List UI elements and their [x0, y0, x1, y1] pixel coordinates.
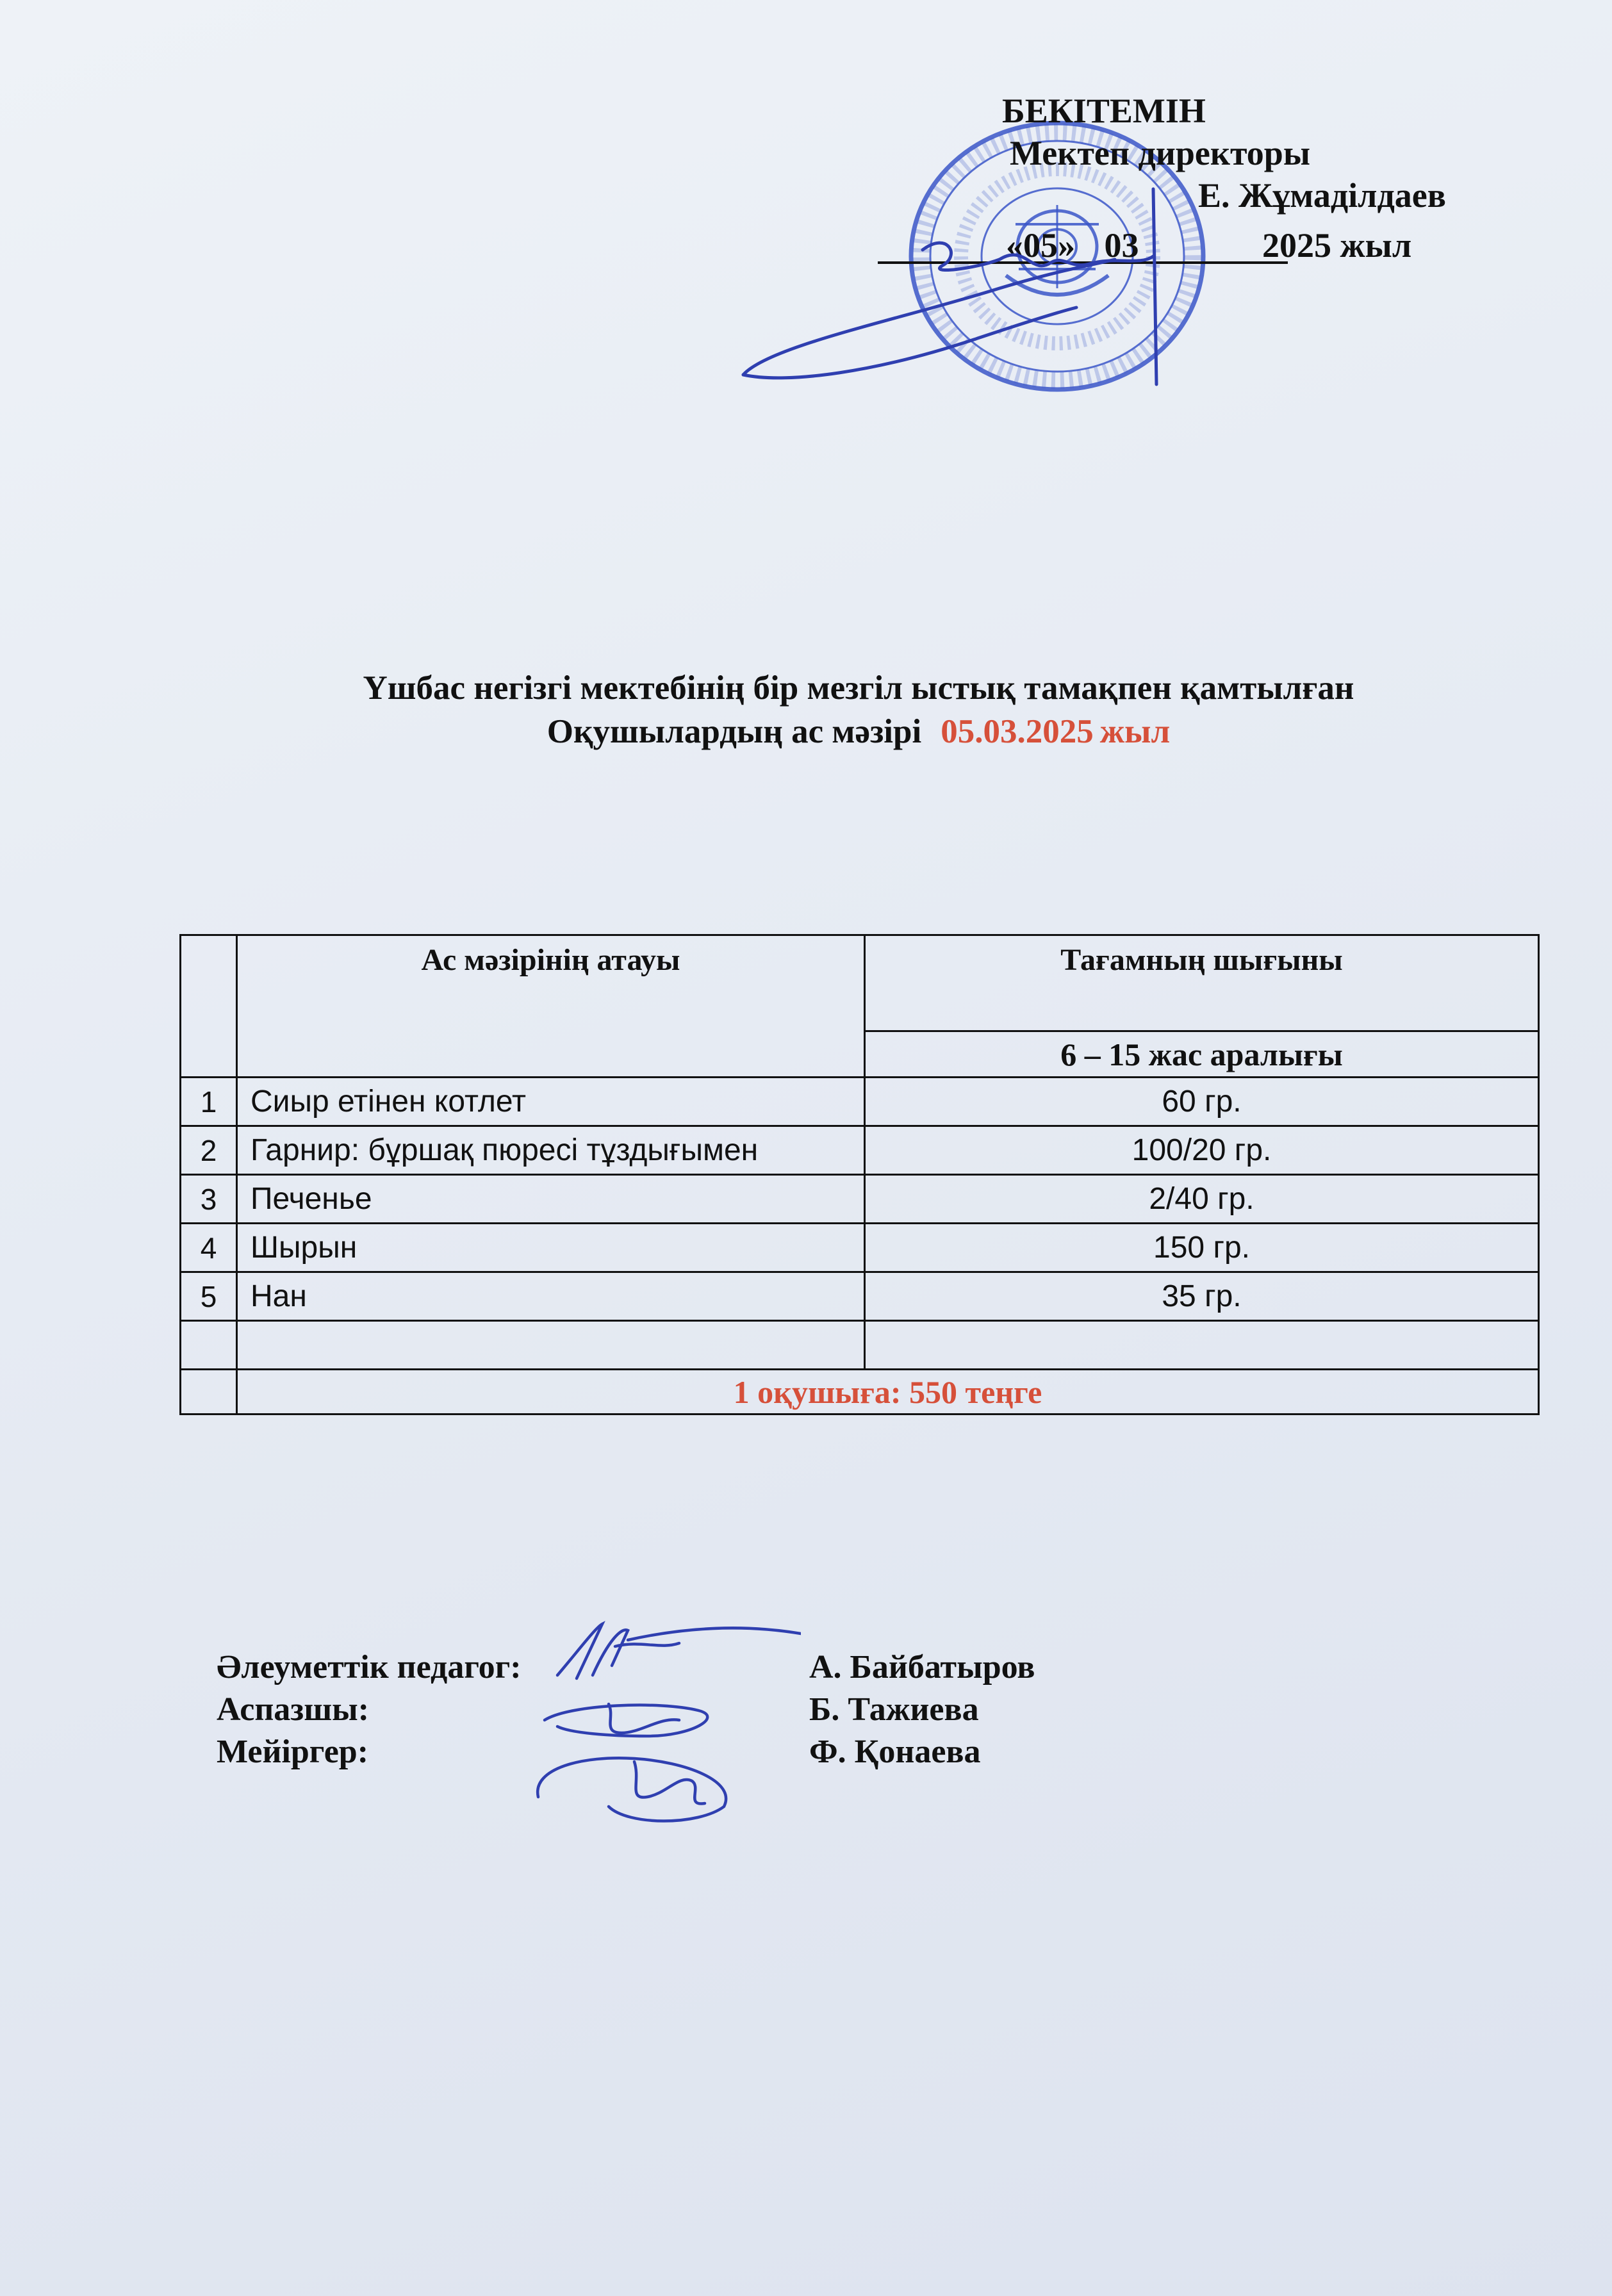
- approval-position: Мектеп директоры: [1010, 134, 1310, 172]
- item-number: 2: [181, 1126, 237, 1175]
- menu-table: [179, 934, 1540, 1415]
- staff-role: Мейіргер:: [217, 1734, 369, 1770]
- price-per-student: 1 оқушыға: 550 теңге: [237, 1370, 1539, 1414]
- empty-cell: [181, 1321, 237, 1370]
- staff-signatures: [532, 1614, 801, 1826]
- director-name: Е. Жұмаділдаев: [1198, 176, 1446, 215]
- header-num-cell: [181, 935, 237, 1078]
- staff-person: Б. Тажиева: [809, 1691, 979, 1728]
- item-name: Гарнир: бұршақ пюресі тұздығымен: [237, 1126, 865, 1175]
- approval-heading: БЕКІТЕМІН: [1002, 92, 1206, 130]
- title-line-1: Үшбас негізгі мектебінің бір мезгіл ыстық тамақпен қамтылған: [363, 669, 1354, 707]
- item-amount: 150 гр.: [865, 1224, 1539, 1272]
- table-row: [181, 1272, 1539, 1321]
- staff-person: А. Байбатыров: [809, 1649, 1035, 1685]
- item-number: 3: [181, 1175, 237, 1224]
- staff-person: Ф. Қонаева: [809, 1734, 981, 1770]
- item-name: Шырын: [237, 1224, 865, 1272]
- staff-role: Аспазшы:: [217, 1691, 370, 1728]
- approval-date: [1006, 224, 1139, 266]
- empty-cell: [237, 1321, 865, 1370]
- item-number: 4: [181, 1224, 237, 1272]
- table-row: [181, 1224, 1539, 1272]
- menu-date: 05.03.2025: [941, 713, 1094, 750]
- title-line-2: [192, 710, 1525, 753]
- empty-cell: [865, 1321, 1539, 1370]
- item-name: Печенье: [237, 1175, 865, 1224]
- table-row: [181, 1078, 1539, 1126]
- item-amount: 35 гр.: [865, 1272, 1539, 1321]
- price-row: [181, 1370, 1539, 1414]
- empty-cell: [181, 1370, 237, 1414]
- header-name: Ас мәзірінің атауы: [237, 935, 865, 1078]
- empty-row: [181, 1321, 1539, 1370]
- item-number: 1: [181, 1078, 237, 1126]
- item-amount: 60 гр.: [865, 1078, 1539, 1126]
- item-amount: 2/40 гр.: [865, 1175, 1539, 1224]
- item-number: 5: [181, 1272, 237, 1321]
- item-name: Нан: [237, 1272, 865, 1321]
- item-amount: 100/20 гр.: [865, 1126, 1539, 1175]
- title-line-2-text: Оқушылардың ас мәзірі: [547, 713, 922, 750]
- approval-day: «05»: [1006, 226, 1075, 265]
- approval-month: 03: [1104, 226, 1139, 265]
- page-title: [192, 666, 1525, 753]
- item-name: Сиыр етінен котлет: [237, 1078, 865, 1126]
- table-row: [181, 1126, 1539, 1175]
- table-header-row: [181, 935, 1539, 1031]
- header-amount: Тағамның шығыны: [865, 935, 1539, 1031]
- age-group: 6 – 15 жас аралығы: [865, 1031, 1539, 1078]
- date-underline: [878, 261, 1288, 264]
- approval-year: 2025 жыл: [1262, 226, 1412, 265]
- staff-role: Әлеуметтік педагог:: [217, 1649, 522, 1685]
- menu-date-unit: жыл: [1099, 713, 1171, 750]
- table-row: [181, 1175, 1539, 1224]
